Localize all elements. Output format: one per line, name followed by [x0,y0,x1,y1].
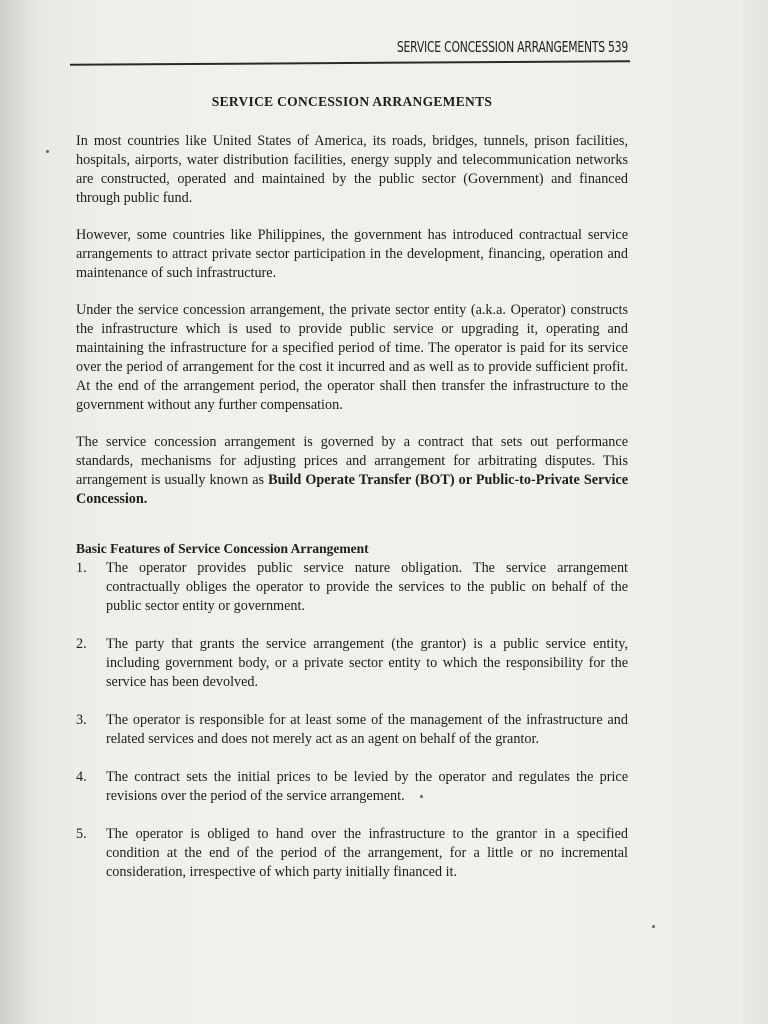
features-heading: Basic Features of Service Concession Arrangement [76,541,369,556]
feature-text: The operator provides public service nature obligation. The service arrangement contractually obliges the operator to provide the services to the public on behalf of the public sector entity or government. [106,560,628,614]
page-number: 539 [608,38,628,56]
feature-number: 1. [76,560,87,576]
running-header [397,38,628,56]
scan-speck [46,150,49,153]
features-list [76,559,628,882]
page-body [76,94,628,901]
feature-item-4 [76,768,628,806]
feature-item-5 [76,825,628,882]
feature-number: 4. [76,769,87,785]
paragraph-2: However, some countries like Philippines, the government has introduced contractual service arrangements to attract private sector participation in the development, financing, operation and maintenance of such infrastructure. [76,227,628,281]
paragraph-4-text: The service concession arrangement is governed by a contract that sets out performance standards, mechanisms for adjusting prices and arrangement for arbitrating disputes. This arrangement is usually known as [76,434,628,488]
feature-number: 3. [76,712,87,728]
paragraph-4 [76,433,628,509]
paragraph-3: Under the service concession arrangement, the private sector entity (a.k.a. Operator) constructs the infrastructure which is used to provide public service or upgrading it, operating and maintaining the infrastructure for a specified period of time. The operator is paid for its service over the period of arrangement for the cost it incurred and as well as to provide sufficient profit. At the end of the arrangement period, the operator shall then transfer the infrastructure to the government without any further compensation. [76,302,628,413]
scan-speck [652,925,655,928]
feature-number: 5. [76,826,87,842]
paragraph-1: In most countries like United States of America, its roads, bridges, tunnels, prison facilities, hospitals, airports, water distribution facilities, energy supply and telecommunication networks are constructed, operated and maintained by the public sector (Government) and financed through public fund. [76,133,628,206]
page-title: SERVICE CONCESSION ARRANGEMENTS [211,94,493,109]
paragraph-4-bold: Build Operate Transfer (BOT) or Public-to-Private Service Concession. [76,472,629,507]
scan-speck [420,795,423,798]
feature-number: 2. [76,636,87,652]
feature-text: The contract sets the initial prices to be levied by the operator and regulates the price revisions over the period of the service arrangement. [106,769,628,804]
running-title: SERVICE CONCESSION ARRANGEMENTS [396,38,605,56]
feature-text: The party that grants the service arrangement (the grantor) is a public service entity, including government body, or a private sector entity to which the responsibility for the service has been devolved. [106,636,628,690]
feature-text: The operator is responsible for at least some of the management of the infrastructure and related services and does not merely act as an agent on behalf of the grantor. [106,712,628,747]
header-rule [70,60,630,65]
feature-text: The operator is obliged to hand over the infrastructure to the grantor in a specified condition at the end of the period of the arrangement, for a little or no incremental consideration, irrespective of which party initially financed it. [106,826,628,880]
feature-item-2 [76,635,628,692]
feature-item-1 [76,559,628,616]
feature-item-3 [76,711,628,749]
